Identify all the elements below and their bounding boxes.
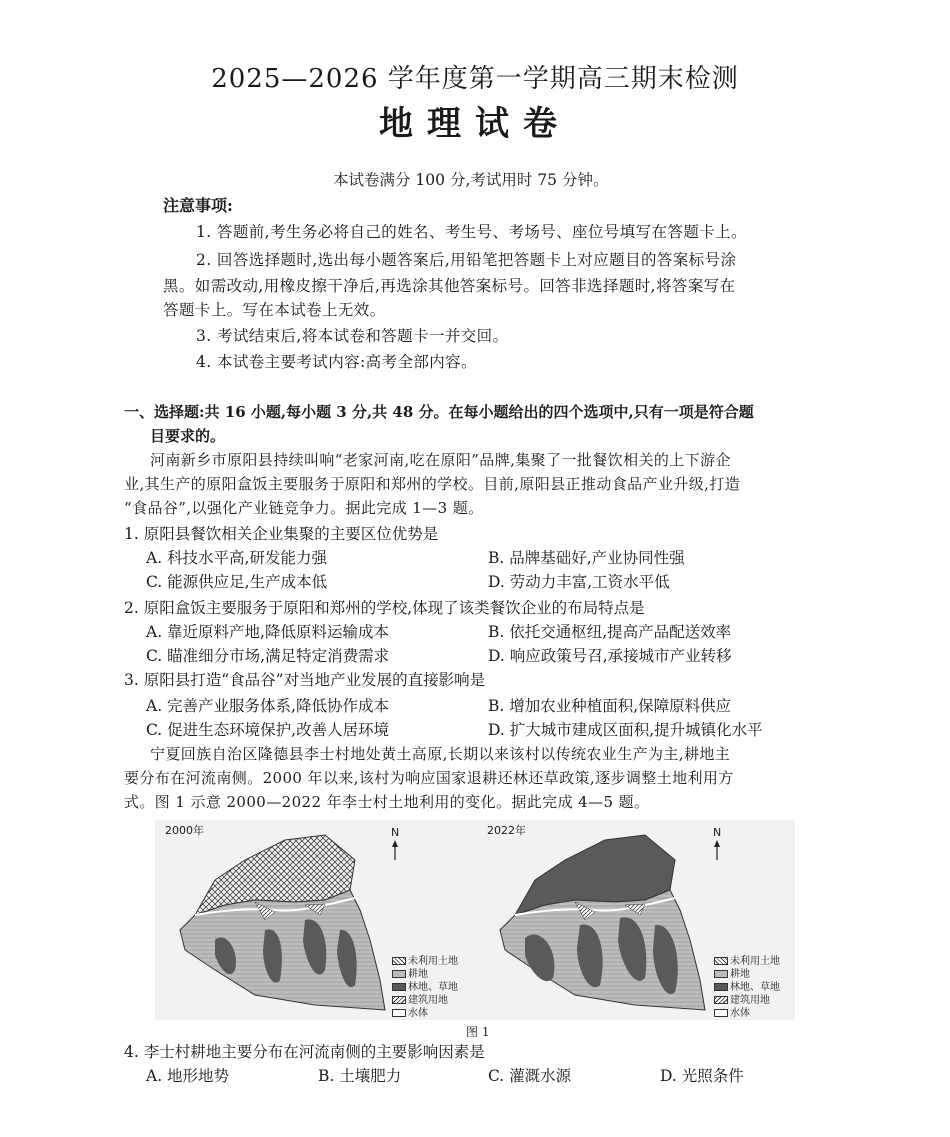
passage-line: 河南新乡市原阳县持续叫响“老家河南,吃在原阳”品牌,集聚了一批餐饮相关的上下游企 [150,451,731,469]
notice-item: 3. 考试结束后,将本试卷和答题卡一并交回。 [196,327,509,345]
passage-line: 式。图 1 示意 2000—2022 年李士村土地利用的变化。据此完成 4—5 题。 [124,793,650,811]
north-arrow-label: N [391,826,400,839]
notice-item: 2. 回答选择题时,选出每小题答案后,用铅笔把答题卡上对应题目的答案标号涂 [196,251,737,269]
passage-line: 要分布在河流南侧。2000 年以来,该村为响应国家退耕还林还草政策,逐步调整土地利用方 [124,769,734,787]
notice-item: 答题卡上。写在本试卷上无效。 [163,301,386,319]
legend-water: 水体 [714,1004,750,1019]
map-2000-year-label: 2000年 [165,824,204,837]
legend-farmland: 耕地 [392,965,428,980]
question-3-option-b[interactable]: B. 增加农业种植面积,保障原料供应 [488,697,732,715]
legend-built-up: 建筑用地 [392,991,448,1006]
legend-built-up: 建筑用地 [714,991,770,1006]
question-2-option-c[interactable]: C. 瞄准细分市场,满足特定消费需求 [146,647,390,665]
question-4-option-a[interactable]: A. 地形地势 [146,1067,230,1085]
question-4-option-d[interactable]: D. 光照条件 [660,1067,744,1085]
legend-forest-grass: 林地、草地 [714,978,780,993]
exam-title-subject: 地理试卷 [379,104,571,144]
question-3-option-d[interactable]: D. 扩大城市建成区面积,提升城镇化水平 [488,721,763,739]
map-2022-year-label: 2022年 [487,824,526,837]
figure-caption: 图 1 [466,1025,490,1039]
question-4-option-b[interactable]: B. 土壤肥力 [318,1067,402,1085]
passage-line: 宁夏回族自治区隆德县李士村地处黄土高原,长期以来该村以传统农业生产为主,耕地主 [150,745,731,763]
question-2-option-a[interactable]: A. 靠近原料产地,降低原料运输成本 [146,623,389,641]
question-1-option-c[interactable]: C. 能源供应足,生产成本低 [146,573,328,591]
question-3-option-c[interactable]: C. 促进生态环境保护,改善人居环境 [146,721,390,739]
question-4-option-c[interactable]: C. 灌溉水源 [488,1067,572,1085]
question-3-option-a[interactable]: A. 完善产业服务体系,降低协作成本 [146,697,389,715]
question-2-stem: 2. 原阳盒饭主要服务于原阳和郑州的学校,体现了该类餐饮企业的布局特点是 [124,599,645,617]
notice-item: 4. 本试卷主要考试内容:高考全部内容。 [196,353,477,371]
question-1-option-b[interactable]: B. 品牌基础好,产业协同性强 [488,549,685,567]
question-4-stem: 4. 李士村耕地主要分布在河流南侧的主要影响因素是 [124,1043,485,1061]
legend-unused-land: 未利用土地 [392,952,458,967]
question-1-option-a[interactable]: A. 科技水平高,研发能力强 [146,549,327,567]
north-arrow-label: N [713,826,722,839]
notice-heading: 注意事项: [163,196,233,215]
question-1-option-d[interactable]: D. 劳动力丰富,工资水平低 [488,573,670,591]
question-2-option-d[interactable]: D. 响应政策号召,承接城市产业转移 [488,647,732,665]
legend-farmland: 耕地 [714,965,750,980]
notice-item: 1. 答题前,考生务必将自己的姓名、考生号、考场号、座位号填写在答题卡上。 [196,223,747,241]
section-heading-cont: 目要求的。 [150,427,226,445]
passage-line: 业,其生产的原阳盒饭主要服务于原阳和郑州的学校。目前,原阳县正推动食品产业升级,打造 [124,475,741,493]
question-1-stem: 1. 原阳县餐饮相关企业集聚的主要区位优势是 [124,525,439,543]
legend-forest-grass: 林地、草地 [392,978,458,993]
legend-water: 水体 [392,1004,428,1019]
figure-1-land-use-maps [155,820,795,1020]
exam-title-line1: 2025—2026 学年度第一学期高三期末检测 [211,64,739,94]
question-2-option-b[interactable]: B. 依托交通枢纽,提高产品配送效率 [488,623,732,641]
notice-item: 黑。如需改动,用橡皮擦干净后,再选涂其他答案标号。回答非选择题时,将答案写在 [163,277,736,295]
land-use-map-figure [155,820,795,1020]
question-3-stem: 3. 原阳县打造“食品谷”对当地产业发展的直接影响是 [124,671,486,689]
legend-unused-land: 未利用土地 [714,952,780,967]
section-heading: 一、选择题:共 16 小题,每小题 3 分,共 48 分。在每小题给出的四个选项中,只有一项是符合题 [124,403,754,421]
exam-info: 本试卷满分 100 分,考试用时 75 分钟。 [333,171,609,189]
passage-line: “食品谷”,以强化产业链竞争力。据此完成 1—3 题。 [124,499,484,517]
